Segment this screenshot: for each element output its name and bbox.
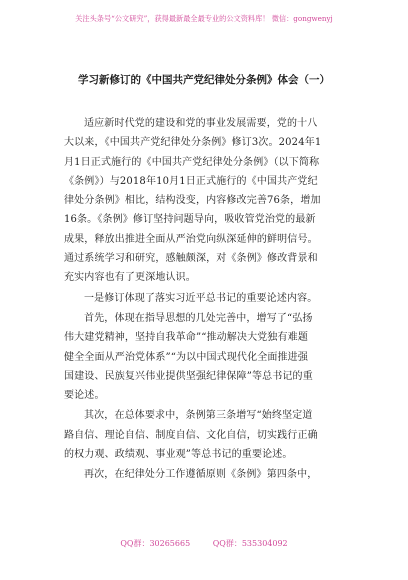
body-line: 月1日正式施行的《中国共产党纪律处分条例》（以下简称	[64, 156, 320, 168]
footer-qq-group-2: QQ群：535304092	[212, 539, 288, 548]
body-line: 充实内容也有了更深地认识。	[64, 272, 196, 284]
body-line: 伟大建党精神，坚持自我革命”“推动解决大党独有难题	[64, 332, 308, 344]
body-line: 健全全面从严治党体系”“为以中国式现代化全面推进强	[64, 351, 308, 363]
document-title: 学习新修订的《中国共产党纪律处分条例》体会（一）	[78, 74, 330, 86]
body-line: 要论述。	[64, 390, 105, 402]
body-line: 路自信、理论自信、制度自信、文化自信，切实践行正确	[64, 429, 318, 441]
body-line: 再次，在纪律处分工作遵循原则《条例》第四条中，	[84, 469, 318, 481]
header-promo-note: 关注头条号“公文研究”，获得最新最全最专业的公文资料库！ 微信：gongwenyj	[75, 14, 333, 23]
body-line: 《条例》）与2018年10月1日正式施行的《中国共产党纪	[64, 175, 318, 187]
footer-contact	[0, 538, 408, 549]
body-line: 成果，释放出推进全面从严治党向纵深延伸的鲜明信号。	[64, 233, 318, 245]
body-line: 适应新时代党的建设和党的事业发展需要，党的十八	[84, 118, 318, 129]
body-line: 大以来，《中国共产党纪律处分条例》修订3次。2024年1	[64, 137, 322, 149]
body-line: 律处分条例》相比，结构没变，内容修改完善76条，增加	[64, 195, 321, 207]
body-line: 国建设、民族复兴伟业提供坚强纪律保障”等总书记的重	[64, 370, 313, 382]
body-line: 通过系统学习和研究，感触颇深，对《条例》修改背景和	[64, 253, 318, 265]
body-line: 16条。《条例》修订坚持问题导向，吸收管党治党的最新	[64, 214, 316, 226]
body-line: 一是修订体现了落实习近平总书记的重要论述内容。	[84, 292, 318, 304]
body-line: 其次，在总体要求中，条例第三条增写“始终坚定道	[84, 410, 313, 422]
body-line: 的权力观、政绩观、事业观”等总书记的重要论述。	[64, 449, 293, 461]
footer-qq-group-1: QQ群：30265665	[120, 539, 191, 548]
document-body	[64, 114, 347, 485]
body-line: 首先，体现在指导思想的几处完善中，增写了“弘扬	[84, 312, 313, 324]
